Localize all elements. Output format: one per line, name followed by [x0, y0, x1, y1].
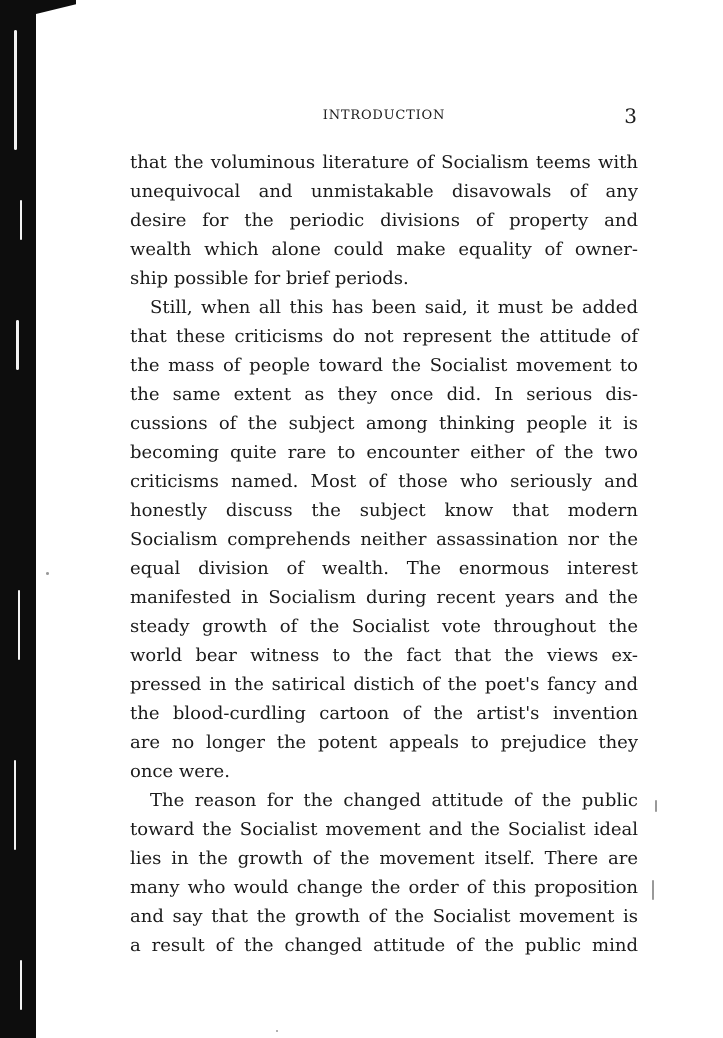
text-line: desire for the periodic divisions of property and: [130, 210, 638, 231]
text-line: a result of the changed attitude of the public mind: [130, 935, 638, 956]
binding-streak: [14, 760, 16, 850]
text-line: that the voluminous literature of Socialism teems with: [130, 152, 638, 173]
scan-speck: [652, 880, 654, 900]
paragraph-2: [130, 293, 638, 786]
text-line: criticisms named. Most of those who seriously and: [130, 471, 638, 492]
text-line: world bear witness to the fact that the views ex-: [130, 645, 638, 666]
text-line: Socialism comprehends neither assassination nor the: [130, 529, 638, 550]
binding-streak: [14, 30, 17, 150]
text-line: The reason for the changed attitude of the public: [150, 790, 638, 811]
binding-streak: [20, 200, 22, 240]
text-line: cussions of the subject among thinking people it is: [130, 413, 638, 434]
text-line: the same extent as they once did. In serious dis-: [130, 384, 638, 405]
paragraph-1: [130, 148, 638, 293]
text-line: Still, when all this has been said, it must be added: [150, 297, 638, 318]
text-line: once were.: [130, 761, 230, 782]
body-text: [130, 148, 638, 960]
text-line: toward the Socialist movement and the Socialist ideal: [130, 819, 638, 840]
binding-streak: [18, 590, 20, 660]
text-line: unequivocal and unmistakable disavowals of any: [130, 181, 638, 202]
scan-speck: [46, 572, 49, 575]
text-line: manifested in Socialism during recent years and the: [130, 587, 638, 608]
binding-streak: [16, 320, 19, 370]
text-line: the blood-curdling cartoon of the artist's invention: [130, 703, 638, 724]
text-line: are no longer the potent appeals to prejudice they: [130, 732, 638, 753]
text-line: honestly discuss the subject know that modern: [130, 500, 638, 521]
text-line: pressed in the satirical distich of the poet's fancy and: [130, 674, 638, 695]
text-line: many who would change the order of this proposition: [130, 877, 638, 898]
running-head: INTRODUCTION: [322, 108, 446, 123]
paragraph-3: [130, 786, 638, 960]
scan-speck: [276, 1030, 278, 1032]
text-line: steady growth of the Socialist vote throughout the: [130, 616, 638, 637]
text-line: becoming quite rare to encounter either of the two: [130, 442, 638, 463]
book-binding-edge: [0, 0, 36, 1038]
text-line: wealth which alone could make equality of owner-: [130, 239, 638, 260]
scan-speck: [655, 800, 657, 812]
text-line: equal division of wealth. The enormous interest: [130, 558, 638, 579]
page-header: [130, 104, 638, 130]
text-line: and say that the growth of the Socialist movement is: [130, 906, 638, 927]
page-number: 3: [624, 104, 637, 128]
binding-flap: [36, 0, 76, 14]
text-line: ship possible for brief periods.: [130, 268, 409, 289]
text-line: lies in the growth of the movement itself. There are: [130, 848, 638, 869]
binding-streak: [20, 960, 22, 1010]
text-line: the mass of people toward the Socialist movement to: [130, 355, 638, 376]
text-line: that these criticisms do not represent the attitude of: [130, 326, 638, 347]
